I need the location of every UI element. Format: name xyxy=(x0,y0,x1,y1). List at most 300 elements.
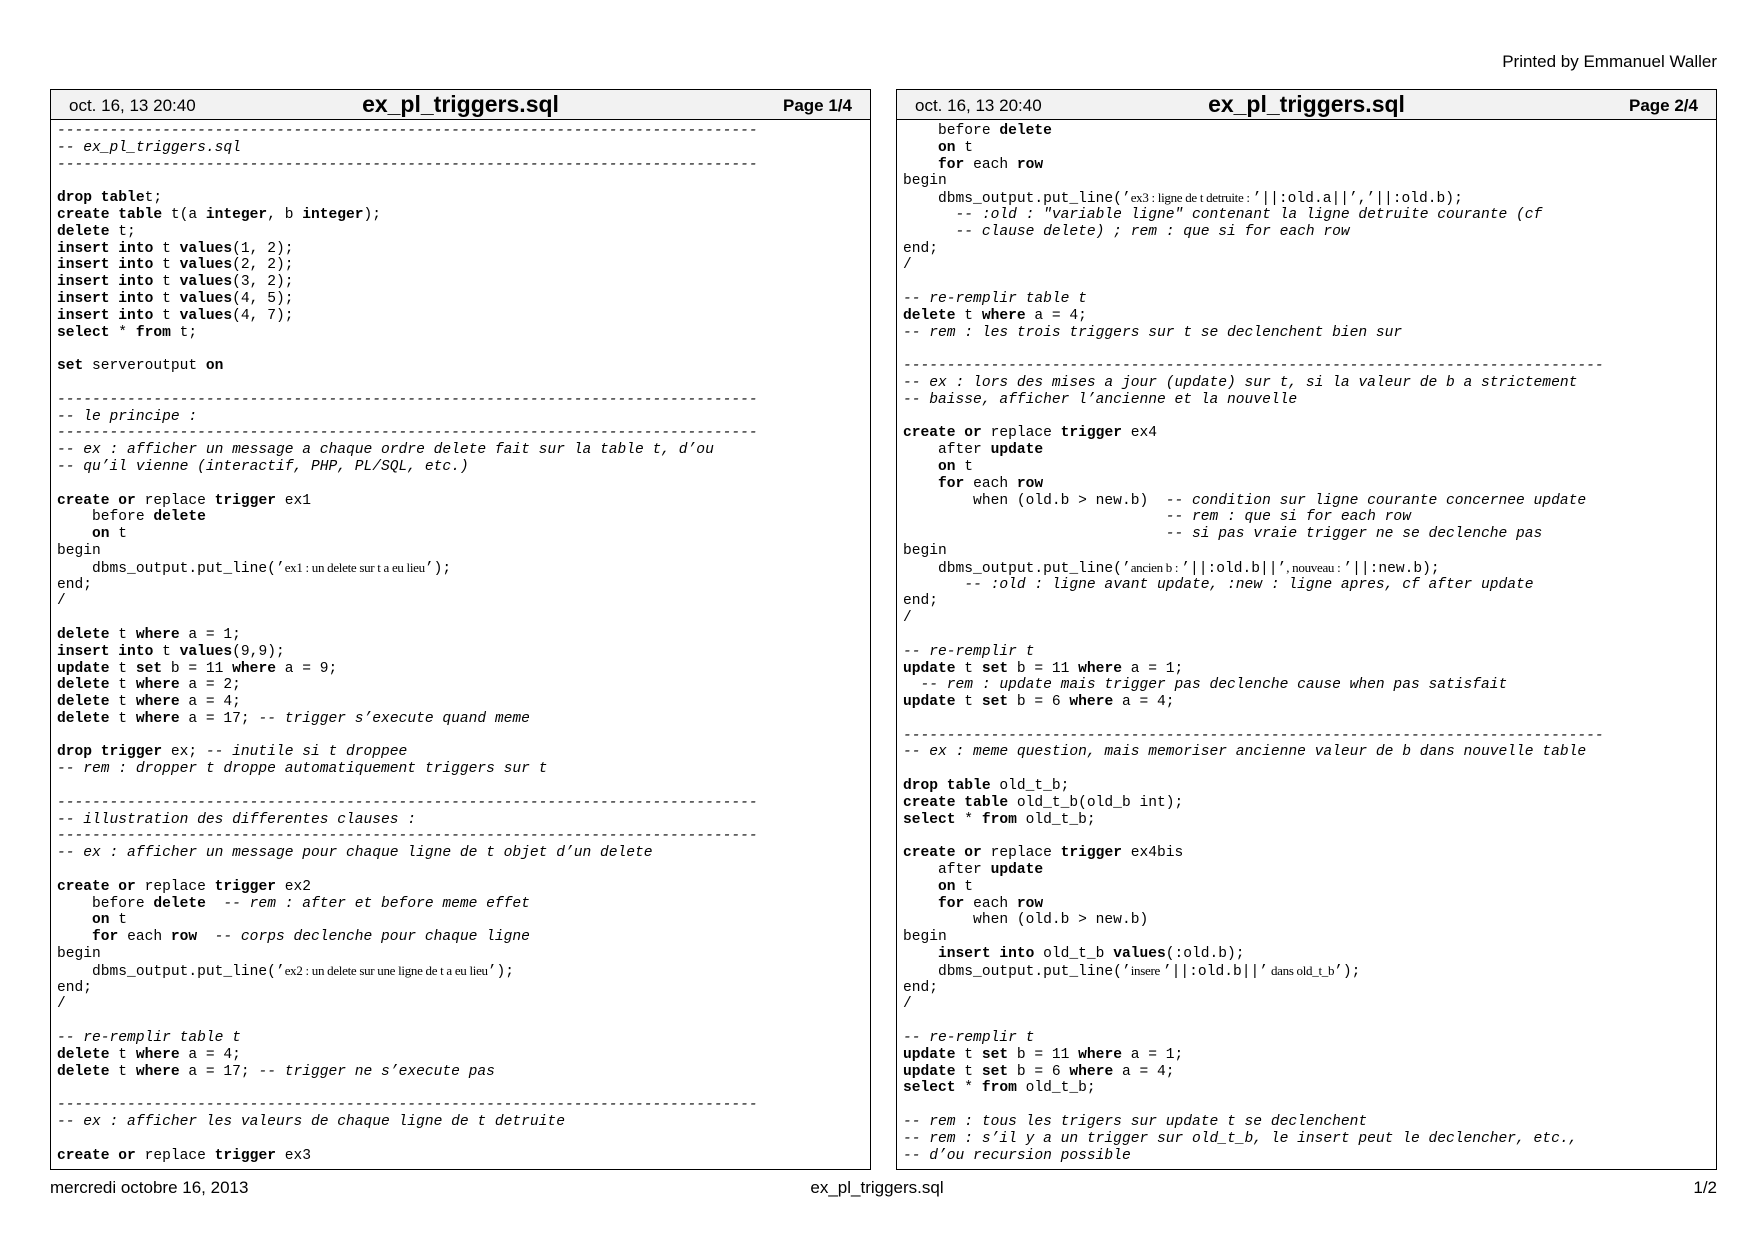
page-number: Page 2/4 xyxy=(1629,96,1698,115)
code-line xyxy=(903,392,1710,409)
code-token: delete xyxy=(153,509,206,526)
code-token xyxy=(903,677,921,693)
code-token: -- re-remplir t xyxy=(903,1030,1035,1047)
code-line xyxy=(903,610,1710,627)
code-token: -- qu’il vienne (interactif, PHP, PL/SQL, etc.) xyxy=(57,458,469,475)
code-token: t xyxy=(955,660,982,677)
code-line xyxy=(903,1047,1710,1064)
code-token: set xyxy=(57,358,84,375)
code-line xyxy=(903,241,1710,258)
code-token: -------------------------------------------------------------------------------- xyxy=(57,828,758,845)
code-token: ex3 xyxy=(275,1147,311,1164)
code-token: b = 11 xyxy=(1008,1046,1079,1063)
code-token: a = 2; xyxy=(179,677,241,694)
code-token: end; xyxy=(903,593,939,610)
code-token: insere xyxy=(1130,962,1163,978)
code-token: where xyxy=(135,1063,180,1080)
code-line xyxy=(903,946,1710,963)
code-token: -- ex : afficher un message pour chaque ligne de t objet d’un delete xyxy=(57,845,653,862)
code-line xyxy=(903,493,1710,510)
code-token: update xyxy=(903,1063,956,1080)
code-line xyxy=(903,996,1710,1013)
code-line xyxy=(57,1097,864,1114)
code-token xyxy=(903,577,964,593)
code-token: ex1 : un delete sur t a eu lieu xyxy=(284,559,425,575)
code-token: begin xyxy=(903,542,947,559)
code-token xyxy=(903,157,938,173)
code-token: create or xyxy=(57,1147,136,1164)
code-line xyxy=(903,325,1710,342)
code-line xyxy=(57,123,864,140)
code-token: insert into xyxy=(57,290,154,307)
code-line xyxy=(903,358,1710,375)
code-token: where xyxy=(135,677,180,694)
code-line xyxy=(57,812,864,829)
code-token xyxy=(197,929,215,945)
code-line xyxy=(903,862,1710,879)
code-token: t xyxy=(109,526,128,543)
code-line xyxy=(57,728,864,745)
code-line xyxy=(903,1131,1710,1148)
code-token: (:old.b); xyxy=(1165,946,1245,963)
printed-by-label: Printed by Emmanuel Waller xyxy=(1502,52,1717,71)
code-token: where xyxy=(135,1046,180,1063)
code-token: select xyxy=(903,1080,956,1097)
code-token: each xyxy=(964,475,1017,492)
code-token: a = 9; xyxy=(275,660,338,677)
code-token: update xyxy=(57,660,110,677)
code-token: replace xyxy=(981,425,1061,442)
code-line xyxy=(57,560,864,577)
code-token: trigger xyxy=(1060,425,1122,442)
code-token: , b xyxy=(267,206,303,223)
code-line xyxy=(903,425,1710,442)
code-token: -- rem : update mais trigger pas declenche cause when pas satisfait xyxy=(920,677,1508,694)
code-token: update xyxy=(990,442,1044,459)
code-line xyxy=(57,1030,864,1047)
code-line xyxy=(903,140,1710,157)
page-date: oct. 16, 13 20:40 xyxy=(69,96,196,115)
code-token: values xyxy=(179,643,233,660)
code-token: ex; xyxy=(162,744,206,761)
code-token: drop table xyxy=(57,190,145,207)
code-token: ’||:old.b||’ xyxy=(1181,560,1287,577)
code-token: trigger xyxy=(1060,845,1122,862)
code-token: on xyxy=(938,458,956,475)
code-token: row xyxy=(1016,895,1044,912)
code-token: t xyxy=(109,694,136,711)
code-token: -- re-remplir table t xyxy=(903,290,1087,307)
code-line xyxy=(57,1131,864,1148)
code-line xyxy=(903,476,1710,493)
code-token: b = 6 xyxy=(1008,1063,1070,1080)
code-token: old_t_b xyxy=(1034,946,1114,963)
code-token: (1, 2); xyxy=(232,240,294,257)
code-line xyxy=(903,509,1710,526)
code-token: a = 4; xyxy=(1113,694,1175,711)
code-token: drop table xyxy=(903,778,991,795)
code-line xyxy=(57,828,864,845)
code-token: replace xyxy=(135,492,215,509)
code-token: t xyxy=(109,1046,136,1063)
code-token: integer xyxy=(302,206,364,223)
code-line xyxy=(57,577,864,594)
code-token xyxy=(903,224,956,240)
code-token: drop trigger xyxy=(57,744,163,761)
code-token xyxy=(57,929,92,945)
code-token: insert into xyxy=(57,257,154,274)
code-token: a = 1; xyxy=(179,626,241,643)
code-token: -- rem : s’il y a un trigger sur old_t_b, le insert peut le declencher, etc., xyxy=(903,1130,1578,1147)
code-line xyxy=(903,795,1710,812)
code-line xyxy=(903,1097,1710,1114)
code-line xyxy=(903,173,1710,190)
code-token: t xyxy=(955,1063,982,1080)
code-line xyxy=(903,980,1710,997)
code-token: -- illustration des differentes clauses : xyxy=(57,811,417,828)
code-token xyxy=(903,207,956,223)
code-line xyxy=(57,224,864,241)
code-token: ex4bis xyxy=(1121,845,1184,862)
code-token: / xyxy=(903,257,912,274)
code-line xyxy=(57,912,864,929)
code-token: a = 17; xyxy=(179,710,259,727)
code-token xyxy=(903,526,1166,542)
code-line xyxy=(57,341,864,358)
code-line xyxy=(903,207,1710,224)
code-token xyxy=(206,896,224,912)
footer-filename: ex_pl_triggers.sql xyxy=(810,1178,944,1197)
code-token: t xyxy=(955,694,982,711)
code-token: row xyxy=(1016,475,1044,492)
code-line xyxy=(903,577,1710,594)
code-token: t xyxy=(955,1046,982,1063)
code-token: trigger xyxy=(214,1147,276,1164)
code-token: each xyxy=(118,929,171,946)
code-line xyxy=(57,358,864,375)
code-line xyxy=(57,157,864,174)
page-number: Page 1/4 xyxy=(783,96,852,115)
code-line xyxy=(903,1114,1710,1131)
code-line xyxy=(57,610,864,627)
code-token: delete xyxy=(903,307,956,324)
code-token: * xyxy=(955,1080,982,1097)
code-token: update xyxy=(903,1046,956,1063)
code-token: for xyxy=(938,156,965,173)
code-token: select xyxy=(57,324,110,341)
code-line xyxy=(57,929,864,946)
code-token: when (old.b > new.b) xyxy=(903,492,1166,509)
code-token: select xyxy=(903,811,956,828)
code-token: create table xyxy=(57,206,163,223)
code-line xyxy=(57,459,864,476)
code-line xyxy=(903,896,1710,913)
code-token: -- d’ou recursion possible xyxy=(903,1147,1131,1164)
code-line xyxy=(57,526,864,543)
printed-page-2 xyxy=(896,89,1717,1170)
code-token xyxy=(903,896,938,912)
page-date: oct. 16, 13 20:40 xyxy=(915,96,1042,115)
code-line xyxy=(57,593,864,610)
code-token: insert into xyxy=(57,307,154,324)
code-token: a = 1; xyxy=(1121,1046,1184,1063)
code-token: ex2 : un delete sur une ligne de t a eu lieu xyxy=(284,962,488,978)
page-header xyxy=(897,90,1716,120)
code-token: delete xyxy=(57,1046,110,1063)
code-token: delete xyxy=(57,1063,110,1080)
code-line xyxy=(903,274,1710,291)
code-token xyxy=(57,912,92,928)
code-token: -- clause delete) ; rem : que si for each row xyxy=(955,223,1350,240)
code-token: -------------------------------------------------------------------------------- xyxy=(57,794,758,811)
code-token: -------------------------------------------------------------------------------- xyxy=(57,391,758,408)
code-line xyxy=(57,795,864,812)
code-token: set xyxy=(981,1063,1009,1080)
code-token: on xyxy=(938,139,956,156)
code-token: delete xyxy=(57,223,110,240)
code-token: serveroutput xyxy=(83,358,206,375)
code-token: insert into xyxy=(57,643,154,660)
code-line xyxy=(57,1013,864,1030)
code-token: when (old.b > new.b) xyxy=(903,912,1149,929)
code-token xyxy=(903,879,938,895)
code-token: each xyxy=(964,895,1017,912)
code-line xyxy=(903,711,1710,728)
code-line xyxy=(903,1013,1710,1030)
page-filename: ex_pl_triggers.sql xyxy=(1208,91,1405,117)
code-token: a = 4; xyxy=(1113,1063,1175,1080)
code-line xyxy=(57,375,864,392)
code-token: ’||:new.b); xyxy=(1343,560,1440,577)
code-line xyxy=(57,476,864,493)
page-filename: ex_pl_triggers.sql xyxy=(362,91,559,117)
code-token: insert into xyxy=(938,946,1035,963)
code-line xyxy=(903,375,1710,392)
code-token: old_t_b(old_b int); xyxy=(1008,794,1184,811)
page-header xyxy=(51,90,870,120)
code-token: set xyxy=(981,1046,1009,1063)
code-token: update xyxy=(903,694,956,711)
code-token: where xyxy=(1069,1063,1114,1080)
code-token: -- re-remplir table t xyxy=(57,1030,241,1047)
code-token: t xyxy=(153,274,180,291)
code-token: old_t_b; xyxy=(1016,811,1096,828)
code-token: values xyxy=(179,257,233,274)
code-line xyxy=(903,308,1710,325)
code-token: where xyxy=(135,694,180,711)
code-line xyxy=(57,173,864,190)
code-line xyxy=(57,257,864,274)
code-token: (4, 5); xyxy=(232,290,294,307)
code-line xyxy=(903,190,1710,207)
code-line xyxy=(57,627,864,644)
code-line xyxy=(903,963,1710,980)
code-token: t xyxy=(109,626,136,643)
code-token xyxy=(903,946,938,962)
code-token: a = 1; xyxy=(1121,660,1184,677)
code-token: create or xyxy=(903,845,982,862)
code-line xyxy=(57,140,864,157)
code-token: (2, 2); xyxy=(232,257,294,274)
code-token: t xyxy=(153,643,180,660)
code-token: a = 4; xyxy=(179,1046,241,1063)
code-line xyxy=(57,274,864,291)
code-token: set xyxy=(981,660,1009,677)
code-token: t xyxy=(109,677,136,694)
code-token: old_t_b; xyxy=(990,778,1070,795)
code-token: a = 17; xyxy=(179,1063,259,1080)
code-token: where xyxy=(1069,694,1114,711)
code-token: where xyxy=(232,660,276,677)
code-line xyxy=(903,459,1710,476)
code-token: -- :old : "variable ligne" contenant la ligne detruite courante (cf xyxy=(955,206,1543,223)
code-line xyxy=(903,929,1710,946)
code-token: from xyxy=(135,324,171,341)
code-token: -- baisse, afficher l’ancienne et la nouvelle xyxy=(903,391,1298,408)
code-line xyxy=(903,812,1710,829)
code-token: ’); xyxy=(1334,963,1361,980)
code-token xyxy=(903,140,938,156)
code-token: begin xyxy=(903,929,947,946)
code-line xyxy=(57,392,864,409)
code-line xyxy=(57,896,864,913)
code-token: ); xyxy=(363,206,382,223)
code-token: -- rem : after et before meme effet xyxy=(223,895,530,912)
code-token: trigger xyxy=(214,878,276,895)
code-token xyxy=(903,459,938,475)
code-token: -------------------------------------------------------------------------------- xyxy=(903,727,1604,744)
code-line xyxy=(903,1064,1710,1081)
code-token: a = 4; xyxy=(1025,307,1087,324)
code-line xyxy=(903,341,1710,358)
code-line xyxy=(903,744,1710,761)
code-token: after xyxy=(903,442,991,459)
code-line xyxy=(57,946,864,963)
code-token: for xyxy=(938,895,965,912)
code-token: -- ex : afficher un message a chaque ordre delete fait sur la table t, d’ou xyxy=(57,442,714,459)
code-token: -- trigger ne s’execute pas xyxy=(258,1063,495,1080)
code-line xyxy=(57,1064,864,1081)
code-token: -- ex : meme question, mais memoriser ancienne valeur de b dans nouvelle table xyxy=(903,744,1587,761)
code-token: -- condition sur ligne courante concernee update xyxy=(1165,492,1587,509)
code-line xyxy=(57,862,864,879)
code-line xyxy=(903,912,1710,929)
code-token: ’||:old.a||’,’||:old.b); xyxy=(1252,191,1463,207)
code-token: end; xyxy=(57,576,93,593)
code-line xyxy=(57,493,864,510)
code-token: before xyxy=(57,509,154,526)
code-token: values xyxy=(179,290,233,307)
code-token: create table xyxy=(903,794,1009,811)
code-token: b = 6 xyxy=(1008,694,1070,711)
code-token: ancien b : xyxy=(1130,559,1182,575)
code-line xyxy=(57,207,864,224)
code-token: insert into xyxy=(57,240,154,257)
code-token: t; xyxy=(144,190,163,207)
code-line xyxy=(57,644,864,661)
code-token: for xyxy=(92,929,119,946)
code-token: / xyxy=(57,996,66,1013)
code-token: -- inutile si t droppee xyxy=(205,744,408,761)
code-line xyxy=(903,845,1710,862)
code-line xyxy=(57,1047,864,1064)
code-token: -------------------------------------------------------------------------------- xyxy=(57,156,758,173)
code-token: t; xyxy=(170,324,198,341)
code-line xyxy=(903,593,1710,610)
code-token: t xyxy=(153,257,180,274)
code-token: / xyxy=(903,610,912,627)
code-token: ex3 : ligne de t detruite : xyxy=(1130,190,1253,206)
code-line xyxy=(903,661,1710,678)
code-token: t xyxy=(955,307,982,324)
code-token: where xyxy=(1078,660,1122,677)
code-token: -- le principe : xyxy=(57,408,198,425)
code-token: * xyxy=(109,324,136,341)
code-line xyxy=(57,778,864,795)
code-token: ex1 xyxy=(275,492,311,509)
code-token: dbms_output.put_line(’ xyxy=(57,963,285,980)
code-token: values xyxy=(1113,946,1166,963)
code-token: b = 11 xyxy=(162,660,233,677)
code-token: values xyxy=(179,307,233,324)
code-line xyxy=(57,980,864,997)
printed-page-1 xyxy=(50,89,871,1170)
code-token: from xyxy=(981,811,1017,828)
footer-date: mercredi octobre 16, 2013 xyxy=(50,1178,249,1197)
code-line xyxy=(57,963,864,980)
code-token: ’); xyxy=(424,560,452,577)
code-token: begin xyxy=(57,946,101,963)
code-token: update xyxy=(990,862,1044,879)
code-token: -- trigger s’execute quand meme xyxy=(258,710,530,727)
code-line xyxy=(903,1030,1710,1047)
code-line xyxy=(57,425,864,442)
code-line xyxy=(57,1080,864,1097)
code-line xyxy=(57,996,864,1013)
code-line xyxy=(57,308,864,325)
code-token: , nouveau : xyxy=(1286,559,1344,575)
code-token: delete xyxy=(57,694,110,711)
code-token: t xyxy=(955,458,974,475)
code-line xyxy=(57,1114,864,1131)
code-token: -------------------------------------------------------------------------------- xyxy=(57,1097,758,1114)
code-token: where xyxy=(1078,1046,1122,1063)
code-token: on xyxy=(938,878,956,895)
code-line xyxy=(903,526,1710,543)
code-token: after xyxy=(903,862,991,879)
code-token: each xyxy=(964,156,1017,173)
code-token: -- rem : dropper t droppe automatiquement triggers sur t xyxy=(57,761,548,778)
code-token: delete xyxy=(57,626,110,643)
code-token: on xyxy=(92,912,110,929)
code-token: t xyxy=(153,290,180,307)
code-token: begin xyxy=(903,173,947,190)
code-token: -- rem : les trois triggers sur t se declenchent bien sur xyxy=(903,324,1403,341)
code-token: end; xyxy=(903,979,939,996)
code-line xyxy=(903,257,1710,274)
code-token: dbms_output.put_line(’ xyxy=(903,963,1131,980)
code-listing xyxy=(903,123,1710,1164)
code-token: integer xyxy=(205,206,268,223)
code-token: end; xyxy=(57,979,93,996)
code-token: / xyxy=(57,593,66,610)
code-token: (9,9); xyxy=(232,643,285,660)
code-token xyxy=(903,509,1166,525)
code-line xyxy=(903,442,1710,459)
code-token: old_t_b; xyxy=(1016,1080,1096,1097)
code-line xyxy=(57,442,864,459)
code-line xyxy=(903,828,1710,845)
